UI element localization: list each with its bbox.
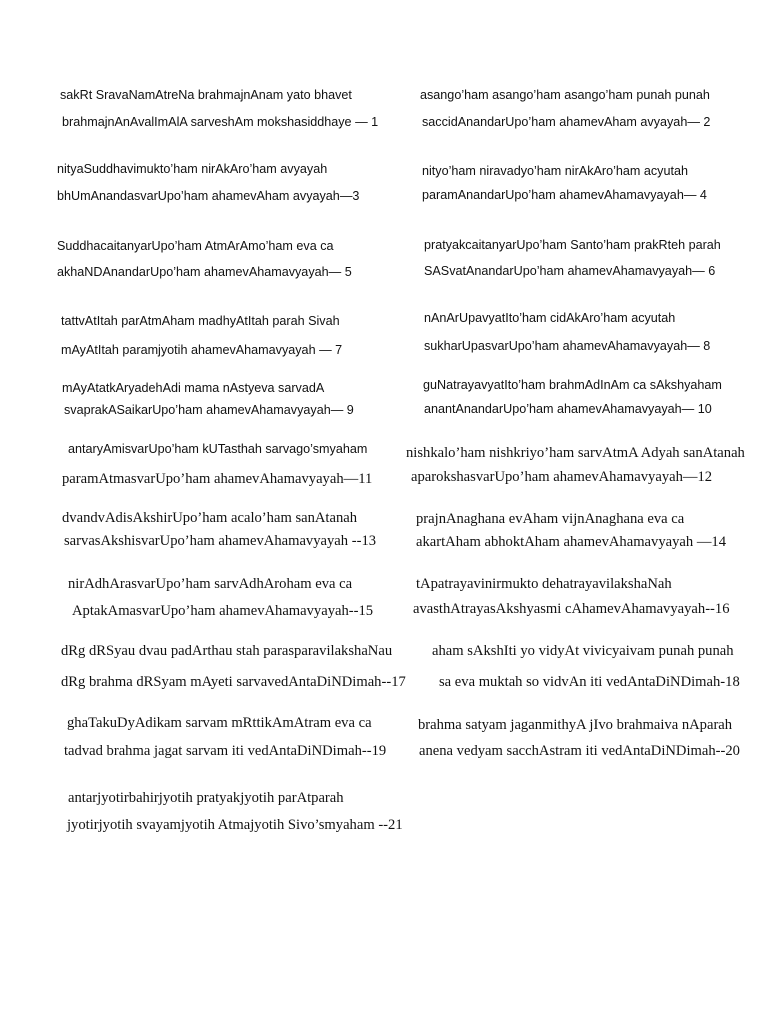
verse-16-line-2: avasthAtrayasAkshyasmi cAhamevAhamavyayah--16 <box>413 601 730 617</box>
verse-21-line-2: jyotirjyotih svayamjyotih Atmajyotih Sivo’smyaham --21 <box>67 817 403 833</box>
verse-19-line-2: tadvad brahma jagat sarvam iti vedAntaDiNDimah--19 <box>64 743 387 759</box>
verse-5-line-1: SuddhacaitanyarUpo’ham AtmArAmo’ham eva ca <box>57 239 334 253</box>
verse-5-text: akhaNDAnandarUpo’ham ahamevAhamavyayah <box>57 265 329 279</box>
verse-18-line-2: sa eva muktah so vidvAn iti vedAntaDiNDimah-18 <box>439 674 740 690</box>
verse-13-line-2: sarvasAkshisvarUpo’ham ahamevAhamavyayah --13 <box>64 533 377 549</box>
verse-5-number: — 5 <box>328 265 352 279</box>
verse-3-text: bhUmAnandasvarUpo’ham ahamevAham avyayah <box>57 189 340 203</box>
verse-4-number: — 4 <box>683 188 707 202</box>
verse-13-line-1: dvandvAdisAkshirUpo’ham acalo’ham sanAtanah <box>62 510 358 526</box>
verse-12-line-1: nishkalo’ham nishkriyo’ham sarvAtmA Adyah sanAtanah <box>406 445 745 461</box>
verse-8-line-2 <box>424 340 710 353</box>
verse-4-line-1: nityo’ham niravadyo’ham nirAkAro’ham acyutah <box>422 164 688 178</box>
verse-4-text: paramAnandarUpo’ham ahamevAhamavyayah <box>422 188 684 202</box>
verse-6-text: SASvatAnandarUpo’ham ahamevAhamavyayah <box>424 264 693 278</box>
verse-17-line-2: dRg brahma dRSyam mAyeti sarvavedAntaDiNDimah--17 <box>61 674 406 690</box>
verse-1-line-2 <box>62 116 378 129</box>
verse-6-line-2 <box>424 265 715 278</box>
verse-15-line-1: nirAdhArasvarUpo’ham sarvAdhAroham eva ca <box>68 576 353 592</box>
verse-3-line-1: nityaSuddhavimukto’ham nirAkAro’ham avyayah <box>57 162 328 176</box>
verse-8-number: — 8 <box>687 339 711 353</box>
verse-21-line-1: antarjyotirbahirjyotih pratyakjyotih parAtparah <box>68 790 344 806</box>
verse-1-number: — 1 <box>351 115 379 129</box>
verse-10-line-2 <box>424 403 712 416</box>
verse-19-line-1: ghaTakuDyAdikam sarvam mRttikAmAtram eva ca <box>67 715 372 731</box>
verse-9-line-2 <box>64 404 354 417</box>
verse-6-line-1: pratyakcaitanyarUpo’ham Santo’ham prakRteh parah <box>424 238 721 252</box>
verse-7-line-1: tattvAtItah parAtmAham madhyAtItah parah Sivah <box>61 314 340 328</box>
verse-14-line-1: prajnAnaghana evAham vijnAnaghana eva ca <box>416 511 685 527</box>
verse-2-line-2 <box>422 116 710 129</box>
verse-10-text: anantAnandarUpo’ham ahamevAhamavyayah <box>424 402 682 416</box>
verse-7-number: — 7 <box>315 343 343 357</box>
verse-9-text: svaprakASaikarUpo’ham ahamevAhamavyayah <box>64 403 331 417</box>
verse-11-line-2: paramAtmasvarUpo’ham ahamevAhamavyayah—11 <box>62 471 373 487</box>
verse-8-line-1: nAnArUpavyatIto’ham cidAkAro’ham acyutah <box>424 311 676 325</box>
verse-2-number: — 2 <box>687 115 711 129</box>
verse-11-line-1: antaryAmisvarUpo’ham kUTasthah sarvago’smyaham <box>68 442 368 456</box>
verse-9-line-1: mAyAtatkAryadehAdi mama nAstyeva sarvadA <box>62 381 325 395</box>
verse-8-text: sukharUpasvarUpo’ham ahamevAhamavyayah <box>424 339 688 353</box>
verse-3-number: —3 <box>339 189 360 203</box>
verse-15-line-2: AptakAmasvarUpo’ham ahamevAhamavyayah--15 <box>72 603 374 619</box>
verse-10-number: — 10 <box>681 402 712 416</box>
verse-17-line-1: dRg dRSyau dvau padArthau stah parasparavilakshaNau <box>61 643 393 659</box>
verse-10-line-1: guNatrayavyatIto’ham brahmAdInAm ca sAkshyaham <box>423 378 722 392</box>
verse-20-line-2: anena vedyam sacchAstram iti vedAntaDiNDimah--20 <box>419 743 740 759</box>
verse-7-text: mAyAtItah paramjyotih ahamevAhamavyayah <box>61 343 316 357</box>
verse-1-text: brahmajnAnAvalImAlA sarveshAm mokshasiddhaye <box>62 115 352 129</box>
verse-7-line-2 <box>61 344 342 357</box>
verse-2-line-1: asango’ham asango’ham asango’ham punah punah <box>420 88 710 102</box>
verse-1-line-1: sakRt SravaNamAtreNa brahmajnAnam yato bhavet <box>60 88 352 102</box>
verse-6-number: — 6 <box>692 264 716 278</box>
verse-2-text: saccidAnandarUpo’ham ahamevAham avyayah <box>422 115 688 129</box>
verse-12-line-2: aparokshasvarUpo’ham ahamevAhamavyayah—12 <box>411 469 713 485</box>
verse-9-number: — 9 <box>330 403 354 417</box>
verse-5-line-2 <box>57 266 352 279</box>
verse-16-line-1: tApatrayavinirmukto dehatrayavilakshaNah <box>416 576 672 592</box>
verse-18-line-1: aham sAkshIti yo vidyAt vivicyaivam punah punah <box>432 643 734 659</box>
verse-3-line-2 <box>57 190 359 203</box>
verse-4-line-2 <box>422 189 707 202</box>
verse-14-line-2: akartAham abhoktAham ahamevAhamavyayah —14 <box>416 534 727 550</box>
verse-20-line-1: brahma satyam jaganmithyA jIvo brahmaiva nAparah <box>418 717 733 733</box>
